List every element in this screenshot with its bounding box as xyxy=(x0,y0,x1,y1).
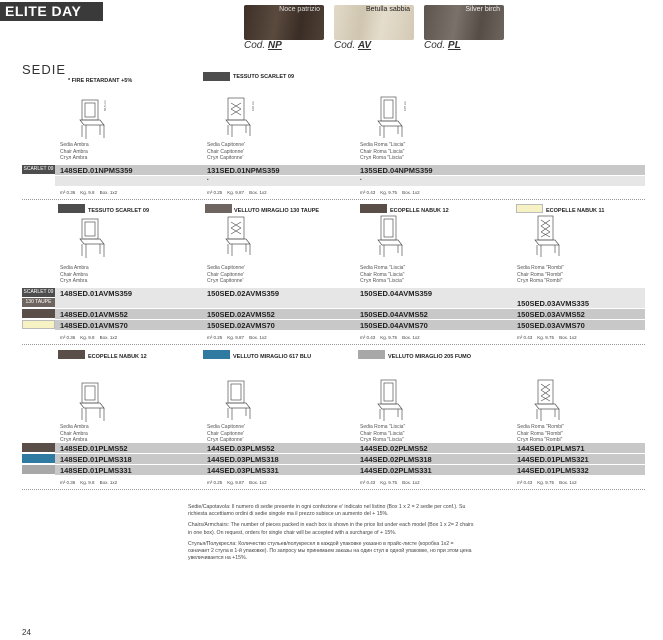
desc-it: Sedia Ambra xyxy=(60,142,89,148)
note-it: Sedie/Capotavola: Il numero di sedie presente in ogni confezione e' indicato nel listino (Box 1 x 2 = 2 sedie per conf.). Su richiesta accettiamo ordini di sedie singole ma il prezzo subisce un aumento del + 15%. xyxy=(188,504,466,518)
desc-ru: Стул Roma "Rombi" xyxy=(517,278,563,284)
cod-value: AV xyxy=(357,40,372,51)
fabric-chip xyxy=(203,350,230,359)
chair-capitonne-drawing xyxy=(216,214,261,259)
chair-capitonne-drawing xyxy=(216,95,261,140)
desc-en: Chair Roma "Liscia" xyxy=(360,271,405,278)
chair-ambra-drawing xyxy=(70,97,115,142)
desc-it: Sedia Roma "Liscia" xyxy=(360,424,406,430)
meta-box: Box. 1x2 xyxy=(402,335,420,340)
chair-ambra-drawing xyxy=(70,380,115,425)
fabric-chip xyxy=(58,350,85,359)
product-code: 150SED.02AVMS70 xyxy=(207,321,275,330)
desc-en: Chair Roma "Rombi" xyxy=(517,430,564,437)
finish-name: Noce patrizio xyxy=(279,6,320,13)
product-code: 144SED.02PLMS52 xyxy=(360,444,428,453)
product-code: 150SED.04AVMS359 xyxy=(360,289,432,298)
dim-height: 86,5 cm xyxy=(103,100,107,111)
finish-code-pl xyxy=(424,40,461,51)
product-code: 150SED.03AVMS52 xyxy=(517,310,585,319)
meta-box: Box. 1x2 xyxy=(249,335,267,340)
fabric-label: ECOPELLE NABUK 11 xyxy=(546,208,605,214)
chair-roma-liscia-drawing xyxy=(368,95,413,140)
meta-weight: Kg. 9.87 xyxy=(227,335,245,340)
product-code: 150SED.04AVMS70 xyxy=(360,321,428,330)
desc-it: Sedia Roma "Rombi" xyxy=(517,265,564,271)
product-code: 150SED.03AVMS335 xyxy=(517,299,589,308)
product-code: 150SED.02AVMS52 xyxy=(207,310,275,319)
meta-weight: Kg. 9.8 xyxy=(80,335,95,340)
section-title: SEDIE xyxy=(22,62,67,77)
package-info xyxy=(517,480,577,485)
desc-ru: Стул Roma "Liscia" xyxy=(360,155,404,161)
side-chip xyxy=(22,443,55,452)
product-code: 144SED.01PLMS71 xyxy=(517,444,585,453)
chair-desc xyxy=(60,265,89,285)
section-divider xyxy=(22,344,645,345)
fabric-label: ECOPELLE NABUK 12 xyxy=(88,354,147,360)
chair-roma-rombi-drawing xyxy=(525,214,570,259)
meta-weight: Kg. 9.75 xyxy=(380,190,398,195)
bullet-mark: • xyxy=(207,177,209,182)
package-info xyxy=(60,335,117,340)
chair-roma-liscia-drawing xyxy=(368,378,413,423)
product-code: 148SED.01AVMS70 xyxy=(60,321,128,330)
chair-capitonne-drawing xyxy=(216,378,261,423)
product-code: 144SED.03PLMS52 xyxy=(207,444,275,453)
side-chip xyxy=(22,320,55,329)
section-divider xyxy=(22,489,645,490)
fabric-label: TESSUTO SCARLET 09 xyxy=(233,74,295,80)
product-code: 148SED.01PLMS331 xyxy=(60,466,132,475)
package-info xyxy=(360,480,420,485)
meta-volume: m³ 0.36 xyxy=(60,335,76,340)
finish-swatch-noce xyxy=(244,5,324,40)
fire-note: * FIRE RETARDANT +5% xyxy=(68,78,133,84)
side-chip xyxy=(22,465,55,474)
product-code: 148SED.01AVMS52 xyxy=(60,310,128,319)
dim-height: 100 cm xyxy=(251,101,255,111)
fabric-label: VELLUTO MIRAGLIO 617 BLU xyxy=(233,354,312,360)
desc-en: Chair Capitonne' xyxy=(207,271,245,278)
desc-it: Sedia Capitonne' xyxy=(207,142,245,148)
meta-weight: Kg. 9.75 xyxy=(380,480,398,485)
cod-prefix: Cod. xyxy=(334,40,356,51)
product-code: 144SED.03PLMS318 xyxy=(207,455,279,464)
fabric-label: TESSUTO SCARLET 09 xyxy=(88,208,150,214)
finish-name: Silver birch xyxy=(465,6,500,13)
desc-it: Sedia Ambra xyxy=(60,265,89,271)
side-label: SCARLET 09 xyxy=(23,289,54,295)
section-divider xyxy=(22,199,645,200)
meta-weight: Kg. 9.87 xyxy=(227,190,245,195)
meta-volume: m³ 0.25 xyxy=(207,480,223,485)
table-row xyxy=(55,288,645,298)
product-code: 150SED.04AVMS52 xyxy=(360,310,428,319)
product-code: 144SED.01PLMS321 xyxy=(517,455,589,464)
chair-desc xyxy=(60,142,89,162)
desc-en: Chair Ambra xyxy=(60,271,88,278)
desc-it: Sedia Roma "Rombi" xyxy=(517,424,564,430)
meta-weight: Kg. 9.8 xyxy=(80,480,95,485)
desc-ru: Стул Roma "Rombi" xyxy=(517,437,563,443)
fabric-label: VELLUTO MIRAGLIO 205 FUMO xyxy=(388,354,472,360)
package-info xyxy=(207,480,267,485)
fabric-chip xyxy=(58,204,85,213)
desc-ru: Стул Capitonne' xyxy=(207,155,244,161)
page-header-title: ELITE DAY xyxy=(0,2,103,21)
finish-code-av xyxy=(334,40,371,51)
desc-it: Sedia Roma "Liscia" xyxy=(360,142,406,148)
product-code: 144SED.03PLMS331 xyxy=(207,466,279,475)
note-ru: Стулья/Полукресла: Количество стульев/полукресел в каждой упаковке указано в прайс-листе (коробка 1х2 = означает 2 стула в 1-й упаковке). По запросу мы принимаем заказы на один стул в одной упаковке, но при этом цена увеличивается на +15%. xyxy=(188,540,472,562)
table-row xyxy=(55,165,645,175)
packaging-notes xyxy=(188,504,476,566)
desc-ru: Стул Ambra xyxy=(60,155,88,161)
finish-swatch-silver xyxy=(424,5,504,40)
desc-ru: Стул Roma "Liscia" xyxy=(360,437,404,443)
fabric-chip-scarlet xyxy=(203,72,230,81)
meta-box: Box. 1x2 xyxy=(249,480,267,485)
desc-it: Sedia Roma "Liscia" xyxy=(360,265,406,271)
chair-roma-liscia-drawing xyxy=(368,214,413,259)
table-row xyxy=(55,176,645,186)
product-code: 135SED.04NPMS359 xyxy=(360,166,433,175)
dim-height: 105 cm xyxy=(403,101,407,111)
fabric-label: ECOPELLE NABUK 12 xyxy=(390,208,449,214)
meta-volume: m³ 0.43 xyxy=(360,335,376,340)
fabric-chip xyxy=(358,350,385,359)
meta-volume: m³ 0.25 xyxy=(207,335,223,340)
chair-desc xyxy=(360,424,405,444)
package-info xyxy=(360,190,420,195)
side-label-scarlet: SCARLET 09 xyxy=(23,166,54,172)
chair-desc xyxy=(360,265,405,285)
page-number: 24 xyxy=(22,628,31,637)
meta-volume: m³ 0.36 xyxy=(60,190,76,195)
meta-weight: Kg. 9.75 xyxy=(537,480,555,485)
meta-box: Box. 1x2 xyxy=(99,190,118,195)
fabric-chip xyxy=(205,204,232,213)
meta-box: Box. 1x2 xyxy=(559,480,577,485)
fabric-chip xyxy=(360,204,387,213)
product-code: 144SED.01PLMS332 xyxy=(517,466,589,475)
product-code: 148SED.01PLMS318 xyxy=(60,455,132,464)
desc-it: Sedia Ambra xyxy=(60,424,89,430)
meta-box: Box. 1x2 xyxy=(99,335,118,340)
chair-roma-rombi-drawing xyxy=(525,378,570,423)
chair-desc xyxy=(517,265,564,285)
finish-swatch-betulla xyxy=(334,5,414,40)
bullet-mark: • xyxy=(360,177,362,182)
meta-volume: m³ 0.43 xyxy=(517,335,533,340)
cod-prefix: Cod. xyxy=(244,40,266,51)
desc-it: Sedia Capitonne' xyxy=(207,265,245,271)
desc-it: Sedia Capitonne' xyxy=(207,424,245,430)
product-code: 144SED.02PLMS318 xyxy=(360,455,432,464)
chair-desc xyxy=(60,424,89,444)
note-en: Chairs/Armchairs: The number of pieces packed in each box is shown in the price list under each model (Box 1 x 2= 2 chairs in one box). On request, orders for single chair will be accepted with a surcharge of + 15%. xyxy=(188,522,474,536)
chair-desc xyxy=(207,142,245,162)
cod-value: NP xyxy=(267,40,282,51)
product-code: 150SED.03AVMS70 xyxy=(517,321,585,330)
chair-ambra-drawing xyxy=(70,216,115,261)
side-chip xyxy=(22,309,55,318)
meta-box: Box. 1x2 xyxy=(559,335,577,340)
fabric-label: VELLUTO MIRAGLIO 130 TAUPE xyxy=(234,208,320,214)
chair-desc xyxy=(207,265,245,285)
meta-box: Box. 1x2 xyxy=(99,480,118,485)
product-code: 148SED.01PLMS52 xyxy=(60,444,128,453)
meta-weight: Kg. 9.87 xyxy=(227,480,245,485)
desc-en: Chair Roma "Liscia" xyxy=(360,148,405,155)
meta-weight: Kg. 9.75 xyxy=(380,335,398,340)
meta-volume: m³ 0.25 xyxy=(207,190,223,195)
meta-volume: m³ 0.43 xyxy=(360,190,376,195)
meta-volume: m³ 0.43 xyxy=(360,480,376,485)
meta-box: Box. 1x2 xyxy=(402,190,420,195)
cod-prefix: Cod. xyxy=(424,40,446,51)
finish-name: Betulla sabbia xyxy=(366,6,410,13)
desc-ru: Стул Roma "Liscia" xyxy=(360,278,404,284)
desc-en: Chair Ambra xyxy=(60,430,88,437)
product-code: 144SED.02PLMS331 xyxy=(360,466,432,475)
meta-volume: m³ 0.43 xyxy=(517,480,533,485)
finish-code-np xyxy=(244,40,282,51)
desc-ru: Стул Capitonne' xyxy=(207,437,244,443)
package-info xyxy=(60,190,117,195)
fabric-chip xyxy=(516,204,543,213)
meta-box: Box. 1x2 xyxy=(402,480,420,485)
desc-en: Chair Capitonne' xyxy=(207,430,245,437)
meta-volume: m³ 0.36 xyxy=(60,480,76,485)
chair-desc xyxy=(360,142,405,162)
package-info xyxy=(60,480,117,485)
desc-ru: Стул Ambra xyxy=(60,437,88,443)
package-info xyxy=(360,335,420,340)
desc-en: Chair Roma "Rombi" xyxy=(517,271,564,278)
desc-en: Chair Capitonne' xyxy=(207,148,245,155)
chair-desc xyxy=(207,424,245,444)
product-code: 148SED.01NPMS359 xyxy=(60,166,133,175)
desc-en: Chair Ambra xyxy=(60,148,88,155)
desc-en: Chair Roma "Liscia" xyxy=(360,430,405,437)
package-info xyxy=(517,335,577,340)
product-code: 131SED.01NPMS359 xyxy=(207,166,280,175)
chair-desc xyxy=(517,424,564,444)
side-label: 130 TAUPE xyxy=(22,298,55,307)
meta-box: Box. 1x2 xyxy=(249,190,267,195)
package-info xyxy=(207,335,267,340)
cod-value: PL xyxy=(447,40,461,51)
desc-ru: Стул Ambra xyxy=(60,278,88,284)
side-chip xyxy=(22,454,55,463)
meta-weight: Kg. 9.75 xyxy=(537,335,555,340)
meta-weight: Kg. 9.8 xyxy=(80,190,95,195)
product-code: 148SED.01AVMS359 xyxy=(60,289,132,298)
package-info xyxy=(207,190,267,195)
desc-ru: Стул Capitonne' xyxy=(207,278,244,284)
product-code: 150SED.02AVMS359 xyxy=(207,289,279,298)
